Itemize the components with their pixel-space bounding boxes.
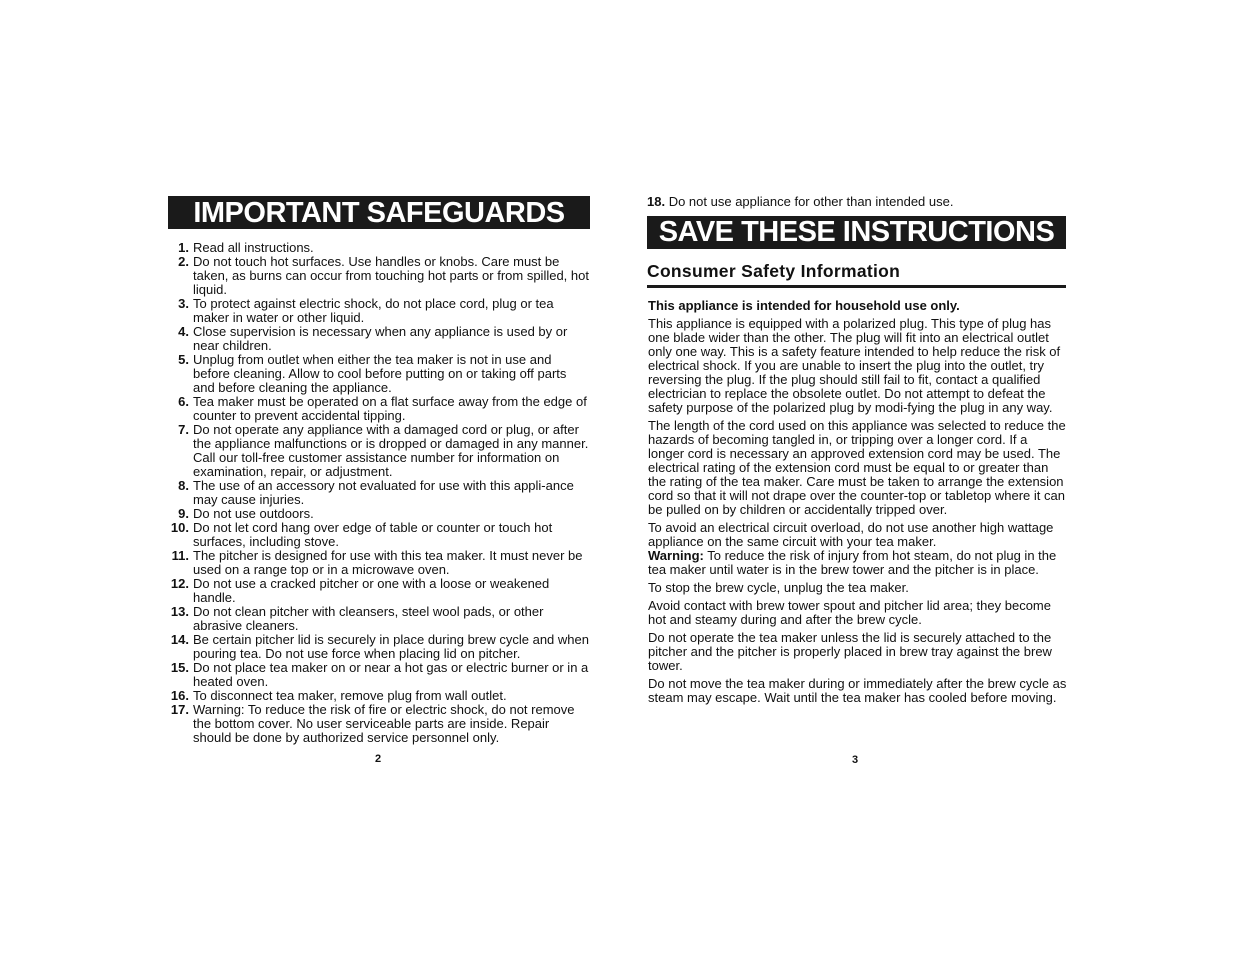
item-text: Warning: To reduce the risk of fire or electric shock, do not remove the bottom cover. No user serviceable parts are inside. Repair should be done by authorized service personnel only. — [193, 702, 575, 745]
item-text: Unplug from outlet when either the tea maker is not in use and before cleaning. Allow to cool before putting on or taking off parts and before cleaning the appliance. — [193, 352, 567, 395]
safeguard-item — [168, 577, 590, 605]
safeguard-item-18 — [647, 195, 1067, 209]
item-number: 6. — [178, 394, 189, 409]
stop-brew-paragraph: To stop the brew cycle, unplug the tea maker. — [648, 580, 909, 595]
item-number: 1. — [178, 240, 189, 255]
item-text: The use of an accessory not evaluated for use with this appli-ance may cause injuries. — [193, 478, 574, 507]
item-number: 17. — [170, 702, 189, 717]
item-number: 2. — [178, 254, 189, 269]
household-use-notice: This appliance is intended for household use only. — [648, 298, 960, 313]
safeguard-item — [168, 689, 590, 703]
item-number: 7. — [178, 422, 189, 437]
safeguard-item — [168, 423, 590, 479]
warning-label: Warning: — [648, 548, 704, 563]
safeguard-item — [168, 241, 590, 255]
safeguard-item — [168, 661, 590, 689]
safeguard-item — [168, 549, 590, 577]
item-number: 11. — [171, 548, 189, 563]
item-number: 16. — [170, 688, 189, 703]
item-text: Do not use a cracked pitcher or one with a loose or weakened handle. — [193, 576, 550, 605]
item-text: Read all instructions. — [193, 240, 314, 255]
item-text: Close supervision is necessary when any appliance is used by or near children. — [193, 324, 568, 353]
safeguard-item — [168, 395, 590, 423]
avoid-contact-paragraph: Avoid contact with brew tower spout and pitcher lid area; they become hot and steamy during and after the brew cycle. — [648, 598, 1051, 627]
item-number: 9. — [178, 506, 189, 521]
safeguard-item — [168, 521, 590, 549]
item-number: 14. — [170, 632, 189, 647]
item-text: Do not clean pitcher with cleansers, steel wool pads, or other abrasive cleaners. — [193, 604, 544, 633]
item-text: Do not touch hot surfaces. Use handles or knobs. Care must be taken, as burns can occur from touching hot parts or from spilled, hot liquid. — [193, 254, 589, 297]
item-text: Do not use appliance for other than intended use. — [668, 194, 954, 209]
safeguard-item — [168, 633, 590, 661]
item-text: Be certain pitcher lid is securely in place during brew cycle and when pouring tea. Do not use force when placing lid on pitcher. — [193, 632, 589, 661]
item-number: 10. — [170, 520, 189, 535]
consumer-safety-heading: Consumer Safety Information — [647, 261, 1066, 288]
warning-text: To reduce the risk of injury from hot steam, do not plug in the tea maker until water is in the brew tower and the pitcher is in place. — [648, 548, 1057, 577]
item-number: 8. — [178, 478, 189, 493]
item-number: 3. — [178, 296, 189, 311]
item-number: 4. — [178, 324, 189, 339]
safeguard-item — [168, 479, 590, 507]
warning-paragraph — [648, 549, 1067, 577]
safeguard-item — [168, 255, 590, 297]
item-text: The pitcher is designed for use with this tea maker. It must never be used on a range top or in a microwave oven. — [193, 548, 583, 577]
item-text: To disconnect tea maker, remove plug from wall outlet. — [193, 688, 507, 703]
do-not-move-paragraph: Do not move the tea maker during or immediately after the brew cycle as steam may escape. Wait until the tea maker has cooled before moving. — [648, 676, 1067, 705]
item-number: 12. — [170, 576, 189, 591]
item-text: Do not place tea maker on or near a hot gas or electric burner or in a heated oven. — [193, 660, 589, 689]
cord-length-paragraph: The length of the cord used on this appliance was selected to reduce the hazards of becoming tangled in, or tripping over a longer cord. If a longer cord is necessary an approved extension cord may be used. The electrical rating of the extension cord must be equal to or greater than the rating of the tea maker. Care must be taken to arrange the extension cord so that it will not drape over the counter-top or tabletop where it can be pulled on by children or accidentally tripped over. — [648, 418, 1066, 517]
circuit-overload-paragraph: To avoid an electrical circuit overload, do not use another high wattage appliance on the same circuit with your tea maker. — [648, 520, 1054, 549]
safeguard-item — [168, 297, 590, 325]
item-text: To protect against electric shock, do not place cord, plug or tea maker in water or other liquid. — [193, 296, 554, 325]
important-safeguards-banner: IMPORTANT SAFEGUARDS — [168, 196, 590, 229]
item-number: 18. — [647, 194, 666, 209]
lid-attached-paragraph: Do not operate the tea maker unless the lid is securely attached to the pitcher and the pitcher is properly placed in brew tray against the brew tower. — [648, 630, 1052, 673]
item-text: Do not let cord hang over edge of table or counter or touch hot surfaces, including stove. — [193, 520, 553, 549]
safeguard-item — [168, 507, 590, 521]
safeguard-item — [168, 353, 590, 395]
safeguard-item — [168, 605, 590, 633]
right-page — [647, 195, 1067, 709]
item-text: Do not operate any appliance with a damaged cord or plug, or after the appliance malfunctions or is dropped or damaged in any manner. Call our toll-free customer assistance number for information on examination, repair, or adjustment. — [193, 422, 589, 479]
item-number: 13. — [170, 604, 189, 619]
safeguard-item — [168, 325, 590, 353]
safeguard-item — [168, 703, 590, 745]
safeguards-list — [168, 241, 590, 745]
page-number-left: 2 — [375, 753, 382, 765]
left-page — [168, 196, 590, 745]
polarized-plug-paragraph: This appliance is equipped with a polarized plug. This type of plug has one blade wider than the other. The plug will fit into an electrical outlet only one way. This is a safety feature intended to help reduce the risk of electrical shock. If you are unable to insert the plug into the outlet, try reversing the plug. If the plug should still fail to fit, contact a qualified electrician to replace the obsolete outlet. Do not attempt to defeat the safety purpose of the polarized plug by modi-fying the plug in any way. — [648, 316, 1061, 415]
save-instructions-banner: SAVE THESE INSTRUCTIONS — [647, 216, 1066, 249]
item-text: Do not use outdoors. — [193, 506, 314, 521]
item-number: 15. — [170, 660, 189, 675]
item-number: 5. — [178, 352, 189, 367]
item-text: Tea maker must be operated on a flat surface away from the edge of counter to prevent accidental tipping. — [193, 394, 587, 423]
page-number-right: 3 — [852, 754, 859, 766]
